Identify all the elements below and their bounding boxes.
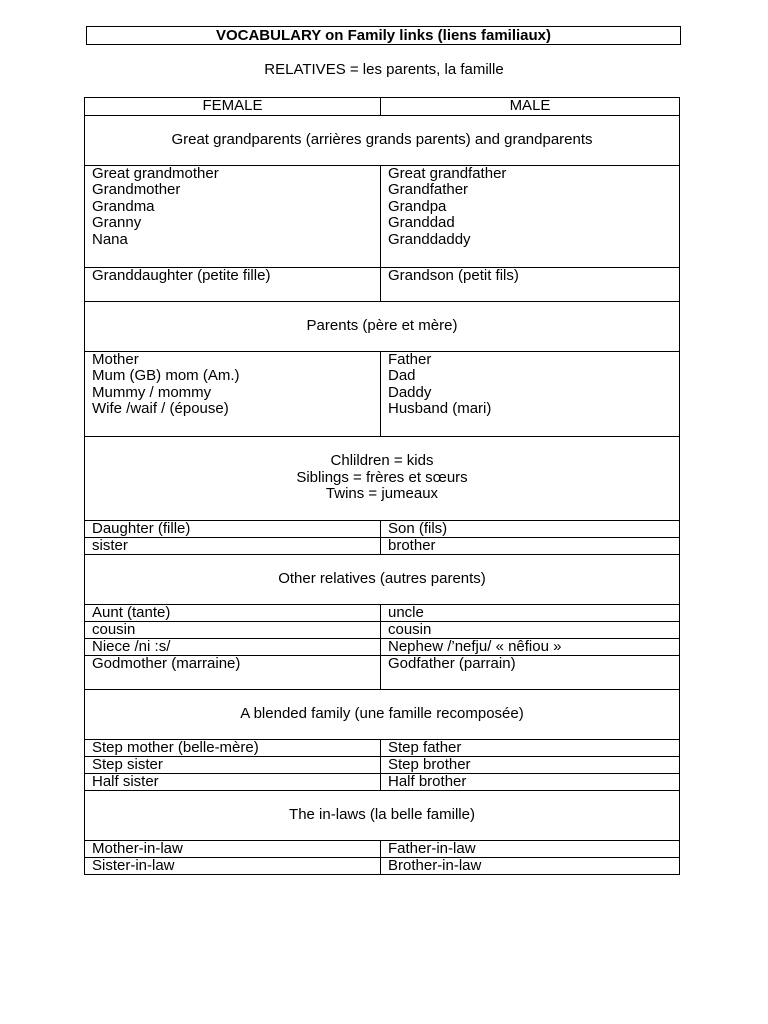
table-row (85, 165, 680, 267)
grandparents-male-cell (381, 165, 680, 267)
section-row-inlaws (85, 790, 680, 840)
section-row-children (85, 436, 680, 520)
list-item: Grandfather (388, 181, 469, 199)
table-row (85, 267, 680, 301)
female-cell: Half sister (85, 773, 381, 790)
male-cell: Father-in-law (381, 840, 680, 857)
list-item: Nana (92, 230, 128, 248)
parents-female-cell (85, 351, 381, 436)
list-item: Grandpa (388, 197, 447, 215)
male-cell: Step brother (381, 756, 680, 773)
male-cell: Half brother (381, 773, 680, 790)
list-item: Granddad (388, 214, 455, 232)
female-cell: Niece /ni :s/ (85, 638, 381, 655)
list-item: Husband (mari) (388, 400, 492, 418)
list-item: Grandma (92, 197, 155, 215)
female-cell: Step mother (belle-mère) (85, 739, 381, 756)
children-line: Chlildren = kids (330, 452, 434, 470)
female-cell: Godmother (marraine) (85, 655, 381, 689)
table-row (85, 638, 680, 655)
list-item: Granddaddy (388, 230, 471, 248)
table-row (85, 537, 680, 554)
section-row-blended (85, 689, 680, 739)
table-row (85, 655, 680, 689)
female-header: FEMALE (85, 98, 381, 116)
male-cell: Nephew /’nefju/ « nêfiou » (381, 638, 680, 655)
grandson-cell: Grandson (petit fils) (381, 267, 680, 301)
siblings-line: Siblings = frères et sœurs (296, 468, 468, 486)
male-cell: cousin (381, 621, 680, 638)
table-row (85, 857, 680, 874)
table-row (85, 756, 680, 773)
table-header-row (85, 98, 680, 116)
male-cell: Son (fils) (381, 520, 680, 537)
section-grandparents: Great grandparents (arrières grands parents) and grandparents (85, 115, 680, 165)
list-item: Granny (92, 214, 142, 232)
parents-male-cell (381, 351, 680, 436)
female-cell: Aunt (tante) (85, 604, 381, 621)
male-cell: Godfather (parrain) (381, 655, 680, 689)
male-cell: Step father (381, 739, 680, 756)
list-item: Wife /waif / (épouse) (92, 400, 229, 418)
female-cell: Daughter (fille) (85, 520, 381, 537)
list-item: Father (388, 350, 432, 368)
female-cell: Sister-in-law (85, 857, 381, 874)
male-cell: uncle (381, 604, 680, 621)
twins-line: Twins = jumeaux (325, 485, 439, 503)
document-subtitle: RELATIVES = les parents, la famille (264, 61, 504, 78)
list-item: Mother (92, 350, 139, 368)
list-item: Mum (GB) mom (Am.) (92, 367, 240, 385)
female-cell: sister (85, 537, 381, 554)
table-row (85, 604, 680, 621)
table-row (85, 520, 680, 537)
female-cell: cousin (85, 621, 381, 638)
granddaughter-cell: Granddaughter (petite fille) (85, 267, 381, 301)
section-other-relatives: Other relatives (autres parents) (85, 554, 680, 604)
list-item: Dad (388, 367, 416, 385)
table-row (85, 773, 680, 790)
section-row-other (85, 554, 680, 604)
section-in-laws: The in-laws (la belle famille) (85, 790, 680, 840)
male-cell: Brother-in-law (381, 857, 680, 874)
document-title: VOCABULARY on Family links (liens familiaux) (86, 26, 681, 45)
table-row (85, 739, 680, 756)
section-blended-family: A blended family (une famille recomposée) (85, 689, 680, 739)
section-row-parents (85, 301, 680, 351)
list-item: Grandmother (92, 181, 181, 199)
table-row (85, 840, 680, 857)
section-children (85, 436, 680, 520)
list-item: Great grandfather (388, 164, 507, 182)
list-item: Daddy (388, 383, 432, 401)
table-row (85, 621, 680, 638)
female-cell: Mother-in-law (85, 840, 381, 857)
list-item: Great grandmother (92, 164, 219, 182)
female-cell: Step sister (85, 756, 381, 773)
vocabulary-table (84, 97, 680, 875)
male-header: MALE (381, 98, 680, 116)
section-row-grandparents (85, 115, 680, 165)
list-item: Mummy / mommy (92, 383, 212, 401)
table-row (85, 351, 680, 436)
male-cell: brother (381, 537, 680, 554)
grandparents-female-cell (85, 165, 381, 267)
section-parents: Parents (père et mère) (85, 301, 680, 351)
